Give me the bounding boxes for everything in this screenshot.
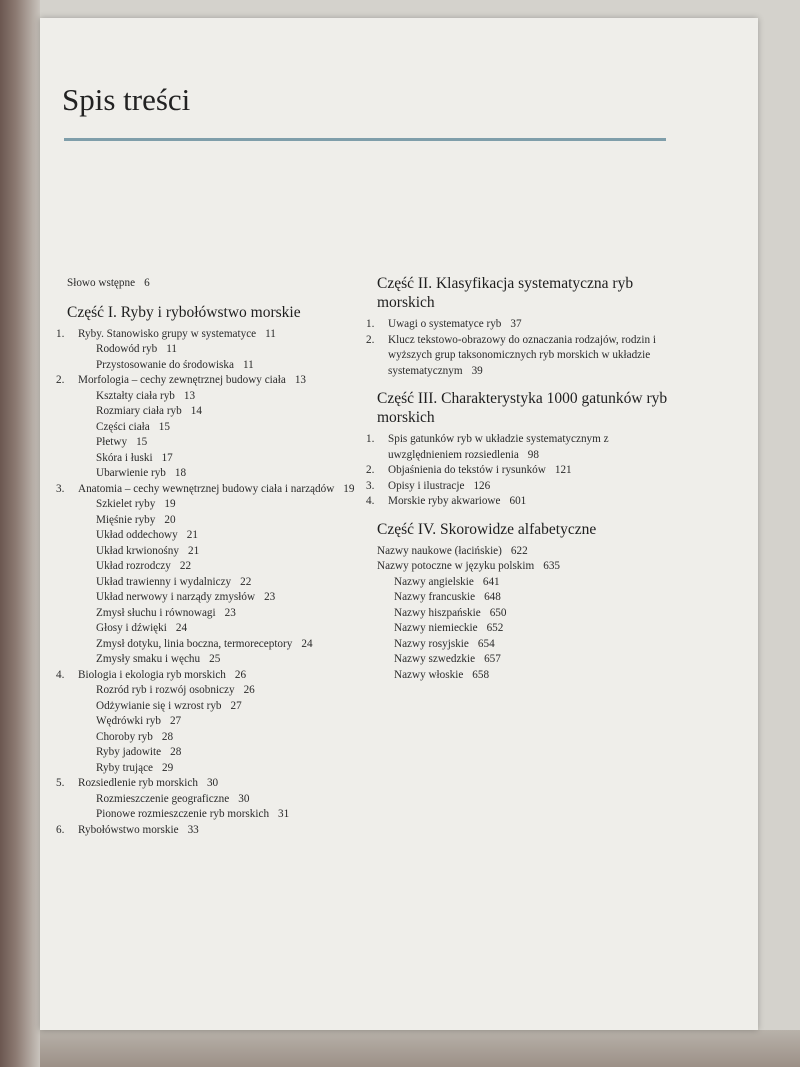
- toc-entry-text: Nazwy angielskie: [394, 575, 474, 588]
- toc-entry-page: 27: [230, 699, 242, 712]
- toc-entry-text: Rozsiedlenie ryb morskich: [78, 777, 198, 789]
- toc-entry[interactable]: [67, 606, 367, 622]
- toc-entry-page: 14: [190, 405, 202, 417]
- toc-entry-text: Spis gatunków ryb w układzie systematycznym z uwzględnieniem rozsiedlenia: [388, 433, 609, 461]
- toc-entry-text: Nazwy włoskie: [394, 668, 464, 681]
- toc-entry-text: Układ trawienny i wydalniczy: [96, 575, 232, 588]
- toc-entry-number: 2.: [366, 464, 375, 476]
- toc-entry-page: 30: [206, 777, 219, 789]
- toc-entry[interactable]: [377, 575, 677, 591]
- toc-entry-page: 657: [484, 653, 501, 665]
- toc-entry-page: 17: [161, 451, 173, 464]
- toc-entry[interactable]: [377, 621, 677, 637]
- toc-entry[interactable]: [67, 528, 367, 544]
- toc-entry-page: 21: [186, 529, 198, 541]
- toc-entry-text: Rozmiary ciała ryb: [96, 405, 182, 417]
- part-heading: Część II. Klasyfikacja systematyczna ryb morskich: [377, 275, 634, 311]
- toc-entry[interactable]: [67, 358, 367, 374]
- toc-entry-text: Nazwy rosyjskie: [394, 637, 469, 650]
- toc-entry-text: Morfologia – cechy zewnętrznej budowy ciała: [78, 374, 286, 386]
- toc-entry-page: 635: [543, 560, 560, 572]
- toc-entry-page: 126: [473, 479, 491, 492]
- toc-entry[interactable]: [67, 652, 367, 668]
- toc-entry-page: 658: [472, 668, 490, 681]
- toc-entry-page: 11: [242, 358, 254, 371]
- toc-entry-text: Słowo wstępne: [67, 277, 136, 289]
- toc-entry[interactable]: [67, 761, 367, 777]
- section-gap: [377, 379, 677, 389]
- toc-entry-page: 11: [265, 327, 276, 340]
- toc-entry[interactable]: [377, 606, 677, 622]
- toc-entry[interactable]: [67, 637, 367, 653]
- toc-entry[interactable]: [377, 637, 677, 653]
- toc-entry-page: 23: [264, 591, 276, 603]
- toc-entry-number: 1.: [366, 433, 375, 445]
- toc-entry[interactable]: [67, 699, 367, 715]
- toc-entry-text: Płetwy: [96, 436, 128, 448]
- toc-entry-text: Szkielet ryby: [96, 498, 156, 510]
- toc-entry[interactable]: [366, 432, 677, 463]
- toc-entry-page: 19: [164, 498, 176, 510]
- toc-entry-text: Kształty ciała ryb: [96, 389, 175, 402]
- toc-entry-page: 13: [183, 389, 196, 402]
- title-rule: [64, 138, 666, 141]
- toc-entry[interactable]: [366, 494, 677, 510]
- toc-entry[interactable]: [67, 404, 367, 420]
- toc-entry-page: 37: [510, 318, 522, 330]
- toc-entry-number: 2.: [366, 333, 375, 346]
- toc-entry-page: 26: [234, 668, 247, 681]
- toc-entry[interactable]: [67, 575, 367, 591]
- toc-entry[interactable]: [377, 590, 677, 606]
- toc-entry-text: Nazwy naukowe (łacińskie): [377, 544, 502, 557]
- toc-entry-page: 13: [294, 374, 307, 386]
- toc-entry-text: Morskie ryby akwariowe: [388, 495, 501, 507]
- toc-entry-text: Klucz tekstowo-obrazowy do oznaczania rodzajów, rodzin i wyższych grup taksonomicznych ryb morskich w układzie systematycznym: [388, 333, 656, 377]
- toc-entry-text: Objaśnienia do tekstów i rysunków: [388, 464, 546, 476]
- toc-entry-text: Układ nerwowy i narządy zmysłów: [96, 591, 256, 603]
- toc-entry-text: Ryby. Stanowisko grupy w systematyce: [78, 327, 257, 340]
- toc-entry-text: Zmysły smaku i węchu: [96, 653, 201, 665]
- toc-entry-page: 654: [477, 637, 495, 650]
- toc-entry-number: 1.: [56, 327, 65, 340]
- toc-entry-text: Rodowód ryb: [96, 343, 158, 355]
- part-heading: Część III. Charakterystyka 1000 gatunków ryb morskich: [377, 390, 668, 426]
- toc-entry-text: Mięśnie ryby: [96, 513, 156, 526]
- toc-entry-text: Ryby trujące: [96, 761, 154, 774]
- toc-entry-page: 15: [136, 436, 148, 448]
- toc-entry-page: 622: [510, 544, 528, 557]
- toc-entry-text: Zmysł słuchu i równowagi: [96, 606, 216, 619]
- toc-entry-page: 6: [144, 277, 150, 289]
- toc-entry[interactable]: [67, 435, 367, 451]
- toc-entry-text: Rozmieszczenie geograficzne: [96, 792, 230, 805]
- toc-entry[interactable]: [67, 792, 367, 808]
- toc-entry[interactable]: [67, 497, 367, 513]
- toc-entry[interactable]: [67, 544, 367, 560]
- toc-entry[interactable]: [67, 683, 367, 699]
- toc-entry[interactable]: [67, 451, 367, 467]
- toc-entry-page: 25: [209, 653, 221, 665]
- book-spine-edge: [0, 0, 40, 1067]
- parts-2-4: [366, 274, 677, 683]
- toc-entry[interactable]: [366, 479, 677, 495]
- toc-entry[interactable]: [67, 513, 367, 529]
- toc-entry-page: 650: [489, 606, 507, 619]
- toc-entry[interactable]: [56, 327, 367, 343]
- toc-entry[interactable]: [366, 463, 677, 479]
- toc-entry[interactable]: [67, 714, 367, 730]
- toc-entry-text: Pionowe rozmieszczenie ryb morskich: [96, 808, 270, 820]
- toc-entry-page: 15: [158, 420, 170, 433]
- toc-entry[interactable]: [377, 544, 677, 560]
- toc-entry-text: Opisy i ilustracje: [388, 479, 465, 492]
- toc-entry-text: Rozród ryb i rozwój osobniczy: [96, 684, 235, 696]
- toc-entry-page: 28: [161, 730, 174, 743]
- toc-entry-page: 21: [187, 544, 200, 557]
- toc-entry-text: Nazwy szwedzkie: [394, 653, 476, 665]
- toc-entry-number: 1.: [366, 318, 375, 330]
- toc-entry-text: Rybołówstwo morskie: [78, 823, 179, 836]
- toc-entry-number: 2.: [56, 374, 65, 386]
- toc-entry[interactable]: [377, 668, 677, 684]
- toc-entry-page: 30: [238, 792, 250, 805]
- page-bottom-edge: [40, 1030, 800, 1067]
- toc-entry-text: Zmysł dotyku, linia boczna, termoreceptory: [96, 637, 293, 650]
- toc-entry[interactable]: [67, 621, 367, 637]
- toc-entry-text: Części ciała: [96, 420, 150, 433]
- toc-entry-text: Układ rozrodczy: [96, 560, 171, 572]
- toc-entry-page: 31: [278, 808, 290, 820]
- toc-entry-text: Przystosowanie do środowiska: [96, 358, 234, 371]
- toc-entry[interactable]: [67, 342, 367, 358]
- toc-entry-text: Biologia i ekologia ryb morskich: [78, 668, 226, 681]
- toc-entry-page: 98: [527, 448, 539, 461]
- toc-entry-text: Nazwy francuskie: [394, 591, 476, 603]
- toc-entry-text: Układ krwionośny: [96, 544, 179, 557]
- toc-entry-page: 22: [179, 560, 192, 572]
- toc-entry[interactable]: [67, 730, 367, 746]
- toc-entry-text: Układ oddechowy: [96, 529, 178, 541]
- toc-entry-text: Uwagi o systematyce ryb: [388, 318, 502, 330]
- page-title: Spis treści: [62, 82, 191, 117]
- toc-entry[interactable]: [56, 482, 367, 498]
- toc-entry-text: Głosy i dźwięki: [96, 622, 167, 634]
- toc-entry[interactable]: [67, 466, 367, 482]
- toc-entry[interactable]: [366, 317, 677, 333]
- toc-entry-page: 11: [166, 343, 178, 355]
- toc-entry[interactable]: [67, 807, 367, 823]
- toc-entry[interactable]: [56, 373, 367, 389]
- toc-entry-page: 23: [224, 606, 236, 619]
- toc-entry-text: Nazwy potoczne w języku polskim: [377, 560, 535, 572]
- toc-entry[interactable]: [67, 590, 367, 606]
- toc-entry-page: 26: [243, 684, 255, 696]
- toc-entry[interactable]: [56, 668, 367, 684]
- toc-entry-number: 3.: [56, 482, 65, 495]
- toc-entry-page: 39: [471, 364, 483, 377]
- toc-entry-text: Wędrówki ryb: [96, 715, 161, 727]
- toc-entry-page: 27: [169, 715, 182, 727]
- toc-entry-number: 6.: [56, 823, 65, 836]
- toc-left-column: [56, 276, 367, 838]
- toc-entry-text: Skóra i łuski: [96, 451, 153, 464]
- toc-entry-text: Anatomia – cechy wewnętrznej budowy ciała i narządów: [78, 482, 335, 495]
- toc-entry[interactable]: [56, 776, 367, 792]
- toc-entry-text: Odżywianie się i wzrost ryb: [96, 699, 222, 712]
- toc-entry-number: 5.: [56, 777, 65, 789]
- toc-entry-page: 601: [509, 495, 527, 507]
- toc-entry-page: 24: [175, 622, 188, 634]
- toc-entry-page: 652: [486, 622, 504, 634]
- book-page: [40, 18, 758, 1030]
- toc-entry-page: 29: [162, 761, 174, 774]
- toc-entry[interactable]: [67, 559, 367, 575]
- toc-entry-text: Choroby ryb: [96, 730, 153, 743]
- toc-entry-page: 641: [482, 575, 500, 588]
- toc-entry-number: 4.: [366, 495, 375, 507]
- toc-entry-page: 121: [554, 464, 572, 476]
- toc-entry[interactable]: [67, 745, 367, 761]
- toc-entry-text: Nazwy niemieckie: [394, 622, 478, 634]
- toc-entry-number: 3.: [366, 479, 375, 492]
- toc-entry[interactable]: [377, 652, 677, 668]
- part-1-entries: [56, 327, 367, 839]
- toc-entry-foreword[interactable]: [67, 276, 367, 292]
- section-gap: [377, 510, 677, 520]
- toc-entry-page: 20: [164, 513, 176, 526]
- toc-entry[interactable]: [67, 420, 367, 436]
- toc-entry-text: Ryby jadowite: [96, 746, 162, 758]
- toc-right-column: [366, 274, 677, 683]
- toc-entry-page: 28: [170, 746, 182, 758]
- toc-entry-page: 33: [187, 823, 199, 836]
- toc-entry[interactable]: [56, 823, 367, 839]
- toc-entry-page: 19: [343, 482, 355, 495]
- toc-entry-page: 18: [174, 467, 187, 479]
- toc-entry-text: Nazwy hiszpańskie: [394, 606, 481, 619]
- toc-entry-number: 4.: [56, 668, 65, 681]
- part-1-heading: Część I. Ryby i rybołówstwo morskie: [67, 303, 301, 321]
- toc-entry[interactable]: [67, 389, 367, 405]
- toc-entry[interactable]: [377, 559, 677, 575]
- toc-entry[interactable]: [366, 333, 677, 380]
- part-heading: Część IV. Skorowidze alfabetyczne: [377, 520, 597, 538]
- toc-entry-page: 648: [484, 591, 501, 603]
- toc-entry-text: Ubarwienie ryb: [96, 467, 166, 479]
- toc-entry-page: 24: [301, 637, 313, 650]
- toc-entry-page: 22: [240, 575, 252, 588]
